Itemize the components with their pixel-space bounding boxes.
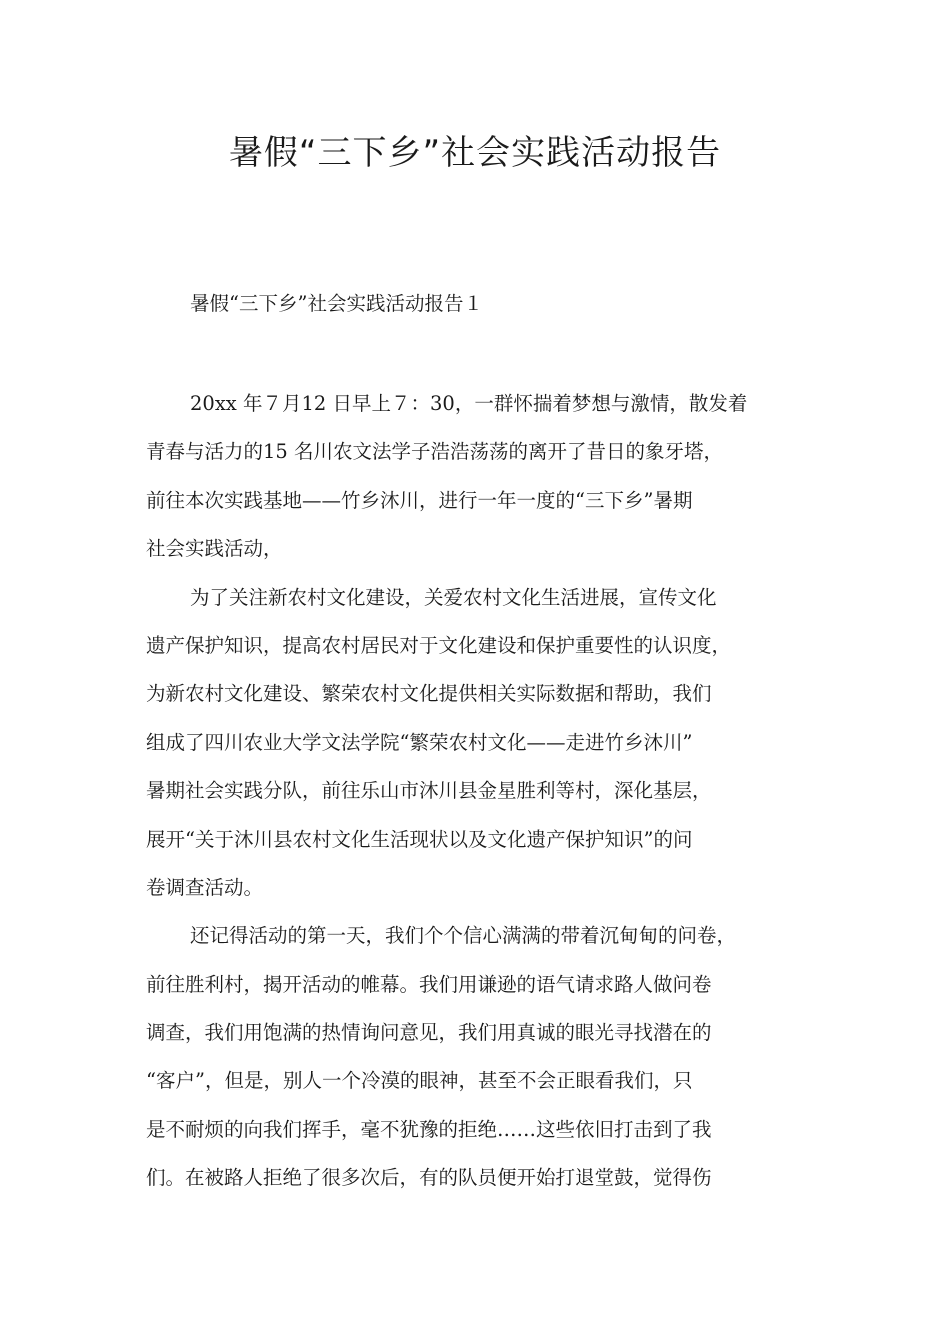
body-line: 前往本次实践基地——竹乡沐川，进行一年一度的“三下乡”暑期	[146, 488, 693, 512]
body-line: 青春与活力的15 名川农文法学子浩浩荡荡的离开了昔日的象牙塔，	[146, 440, 724, 464]
body-line: 们。在被路人拒绝了很多次后，有的队员便开始打退堂鼓，觉得伤	[146, 1166, 712, 1190]
body-line: 前往胜利村，揭开活动的帷幕。我们用谦逊的语气请求路人做问卷	[146, 972, 712, 996]
body-line: 为新农村文化建设、繁荣农村文化提供相关实际数据和帮助，我们	[146, 682, 712, 706]
body-line: 为了关注新农村文化建设，关爱农村文化生活进展，宣传文化	[190, 585, 717, 609]
body-line: 还记得活动的第一天，我们个个信心满满的带着沉甸甸的问卷，	[190, 924, 737, 948]
body-line: “客户”，但是，别人一个冷漠的眼神，甚至不会正眼看我们，只	[146, 1069, 693, 1093]
document-title: 暑假“三下乡”社会实践活动报告	[228, 133, 722, 173]
document-subtitle: 暑假“三下乡”社会实践活动报告１	[190, 292, 483, 315]
body-line: 调查，我们用饱满的热情询问意见，我们用真诚的眼光寻找潜在的	[146, 1021, 712, 1045]
body-line: 暑期社会实践分队，前往乐山市沐川县金星胜利等村，深化基层，	[146, 779, 712, 803]
body-line: 20xx 年７月12 日早上７：30，一群怀揣着梦想与激情，散发着	[190, 392, 748, 415]
body-line: 组成了四川农业大学文法学院“繁荣农村文化——走进竹乡沐川”	[146, 730, 693, 754]
body-line: 遗产保护知识，提高农村居民对于文化建设和保护重要性的认识度，	[146, 633, 732, 657]
body-line: 展开“关于沐川县农村文化生活现状以及文化遗产保护知识”的问	[146, 827, 693, 851]
body-line: 社会实践活动，	[146, 537, 283, 561]
body-line: 卷调查活动。	[146, 875, 264, 899]
document-body	[146, 380, 826, 1203]
body-line: 是不耐烦的向我们挥手，毫不犹豫的拒绝……这些依旧打击到了我	[146, 1117, 712, 1141]
